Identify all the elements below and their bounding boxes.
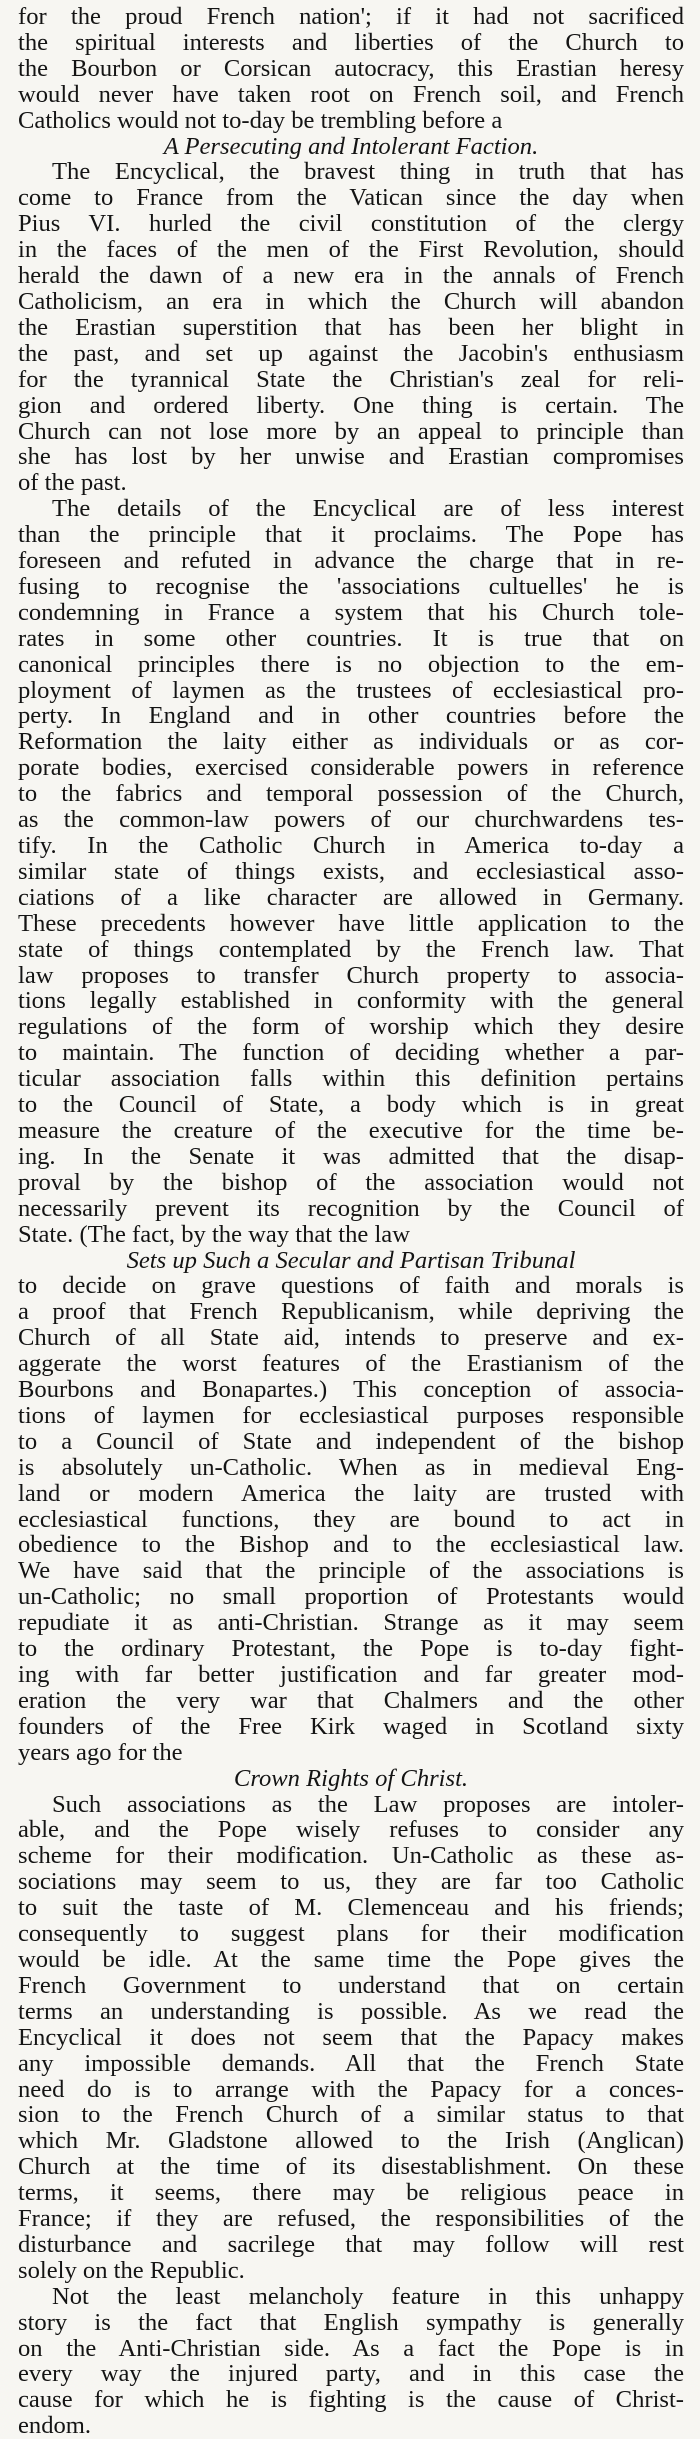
text-line: Catholics would not to-day be trembling before a <box>18 106 503 134</box>
text-line: ticular association falls within this definition pertains <box>18 1065 684 1093</box>
paragraph-details <box>18 496 684 1247</box>
text-line: rates in some other countries. It is true that on <box>18 624 684 652</box>
text-line: regulations of the form of worship which they desire <box>18 1013 684 1041</box>
text-line: on the Anti-Christian side. As a fact the Pope is in <box>18 2334 684 2362</box>
paragraph-encyclical <box>18 159 684 496</box>
text-line: measure the creature of the executive for the time be- <box>18 1116 684 1144</box>
text-line: would never have taken root on French soil, and French <box>18 80 684 108</box>
text-line: sociations may seem to us, they are far too Catholic <box>18 1868 684 1896</box>
text-line: any impossible demands. All that the French State <box>18 2049 684 2077</box>
text-line: which Mr. Gladstone allowed to the Irish (Anglican) <box>18 2127 684 2155</box>
text-line: the Erastian superstition that has been her blight in <box>18 313 684 341</box>
text-line: necessarily prevent its recognition by the Council of <box>18 1194 684 1222</box>
text-line: French Government to understand that on certain <box>18 1971 684 1999</box>
text-line: Pius VI. hurled the civil constitution of the clergy <box>18 210 684 238</box>
text-line: state of things contemplated by the French law. That <box>18 935 684 963</box>
text-line: to maintain. The function of deciding whether a par- <box>18 1039 684 1067</box>
text-line: Church at the time of its disestablishment. On these <box>18 2153 684 2181</box>
text-line: to suit the taste of M. Clemenceau and his friends; <box>18 1894 684 1922</box>
text-line: Not the least melancholy feature in this unhappy <box>52 2282 684 2310</box>
text-line: similar state of things exists, and ecclesiastical asso- <box>18 857 684 885</box>
text-line: Church can not lose more by an appeal to principle than <box>18 417 684 445</box>
text-line: a proof that French Republicanism, while depriving the <box>18 1298 684 1326</box>
text-line: ployment of laymen as the trustees of ecclesiastical pro- <box>18 676 684 704</box>
text-line: land or modern America the laity are trusted with <box>18 1479 684 1507</box>
text-line: to the ordinary Protestant, the Pope is to-day fight- <box>18 1635 684 1663</box>
text-line: scheme for their modification. Un-Catholic as these as- <box>18 1842 684 1870</box>
text-line: ciations of a like character are allowed in Germany. <box>18 883 684 911</box>
text-line: repudiate it as anti-Christian. Strange as it may seem <box>18 1609 684 1637</box>
text-line: Church of all State aid, intends to preserve and ex- <box>18 1324 684 1352</box>
subheading-crown-rights: Crown Rights of Christ. <box>233 1764 469 1792</box>
text-line: We have said that the principle of the associations is <box>18 1557 684 1585</box>
text-line: terms, it seems, there may be religious peace in <box>18 2179 684 2207</box>
text-line: founders of the Free Kirk waged in Scotland sixty <box>18 1712 684 1740</box>
text-line: Reformation the laity either as individuals or as cor- <box>18 728 684 756</box>
text-line: than the principle that it proclaims. The Pope has <box>18 521 684 549</box>
text-line: State. (The fact, by the way that the law <box>18 1220 410 1248</box>
subheading-secular-tribunal: Sets up Such a Secular and Partisan Tribunal <box>126 1246 576 1274</box>
text-line: tions legally established in conformity with the general <box>18 987 684 1015</box>
text-line: ing with far better justification and far greater mod- <box>18 1661 684 1688</box>
paragraph-closing <box>18 2284 684 2439</box>
paragraph-associations <box>18 1792 684 2284</box>
text-line: obedience to the Bishop and to the ecclesiastical law. <box>18 1531 684 1559</box>
text-line: come to France from the Vatican since the day when <box>18 184 684 212</box>
text-line: consequently to suggest plans for their modification <box>18 1920 684 1948</box>
text-line: un-Catholic; no small proportion of Protestants would <box>18 1583 684 1611</box>
text-line: to the Council of State, a body which is in great <box>18 1091 684 1119</box>
text-line: for the tyrannical State the Christian's zeal for reli- <box>18 365 684 393</box>
text-line: ecclesiastical functions, they are bound to act in <box>18 1505 684 1533</box>
text-line: gion and ordered liberty. One thing is certain. The <box>18 391 684 419</box>
text-line: Catholicism, an era in which the Church will abandon <box>18 287 684 315</box>
text-line: perty. In England and in other countries before the <box>18 702 684 730</box>
text-line: cause for which he is fighting is the cause of Christ- <box>18 2386 684 2414</box>
text-line: aggerate the worst features of the Erastianism of the <box>18 1350 684 1378</box>
text-line: canonical principles there is no objection to the em- <box>18 650 684 678</box>
text-line: eration the very war that Chalmers and the other <box>18 1686 684 1714</box>
text-line: every way the injured party, and in this case the <box>18 2360 684 2388</box>
text-line: porate bodies, exercised considerable powers in reference <box>18 754 684 782</box>
text-line: law proposes to transfer Church property to associa- <box>18 961 684 989</box>
text-line: disturbance and sacrilege that may follow will rest <box>18 2230 684 2258</box>
text-line: Such associations as the Law proposes are intoler- <box>52 1790 684 1818</box>
text-line: ing. In the Senate it was admitted that the disap- <box>18 1142 684 1170</box>
text-line: tify. In the Catholic Church in America to-day a <box>18 832 684 859</box>
text-line: of the past. <box>18 469 127 497</box>
text-line: proval by the bishop of the association would not <box>18 1168 684 1196</box>
text-line: would be idle. At the same time the Pope gives the <box>18 1945 684 1973</box>
text-line: Encyclical it does not seem that the Papacy makes <box>18 2023 684 2051</box>
text-line: to decide on grave questions of faith and morals is <box>18 1272 684 1300</box>
text-line: the Bourbon or Corsican autocracy, this Erastian heresy <box>18 54 684 82</box>
text-line: to a Council of State and independent of the bishop <box>18 1427 684 1455</box>
text-line: story is the fact that English sympathy is generally <box>18 2308 684 2336</box>
text-line: is absolutely un-Catholic. When as in medieval Eng- <box>18 1453 684 1481</box>
text-line: years ago for the <box>18 1738 183 1766</box>
subheading-persecuting-faction: A Persecuting and Intolerant Faction. <box>163 132 539 160</box>
text-line: The Encyclical, the bravest thing in truth that has <box>52 158 684 186</box>
text-line: foreseen and refuted in advance the charge that in re- <box>18 547 684 575</box>
text-line: able, and the Pope wisely refuses to consider any <box>18 1816 684 1844</box>
paragraph-tribunal <box>18 1273 684 1765</box>
text-line: to the fabrics and temporal possession of the Church, <box>18 780 684 808</box>
text-line: tions of laymen for ecclesiastical purposes responsible <box>18 1401 684 1429</box>
text-line: for the proud French nation'; if it had not sacrificed <box>18 3 684 30</box>
text-line: she has lost by her unwise and Erastian compromises <box>18 443 684 471</box>
text-line: The details of the Encyclical are of less interest <box>52 495 684 523</box>
text-line: solely on the Republic. <box>18 2256 245 2284</box>
text-line: Bourbons and Bonapartes.) This conception of associa- <box>18 1376 684 1404</box>
text-line: endom. <box>18 2412 92 2439</box>
text-line: herald the dawn of a new era in the annals of French <box>18 262 684 290</box>
text-line: the spiritual interests and liberties of the Church to <box>18 28 684 56</box>
text-line: These precedents however have little application to the <box>18 909 684 937</box>
text-line: as the common-law powers of our churchwardens tes- <box>18 806 684 834</box>
text-line: fusing to recognise the 'associations cultuelles' he is <box>18 572 684 600</box>
text-line: sion to the French Church of a similar status to that <box>18 2101 684 2129</box>
paragraph-opening <box>18 4 684 134</box>
text-line: the past, and set up against the Jacobin's enthusiasm <box>18 339 684 367</box>
text-line: France; if they are refused, the responsibilities of the <box>18 2205 684 2233</box>
text-line: need do is to arrange with the Papacy for a conces- <box>18 2075 684 2103</box>
text-line: in the faces of the men of the First Revolution, should <box>18 236 684 264</box>
text-line: condemning in France a system that his Church tole- <box>18 598 684 626</box>
text-line: terms an understanding is possible. As we read the <box>18 1997 684 2025</box>
